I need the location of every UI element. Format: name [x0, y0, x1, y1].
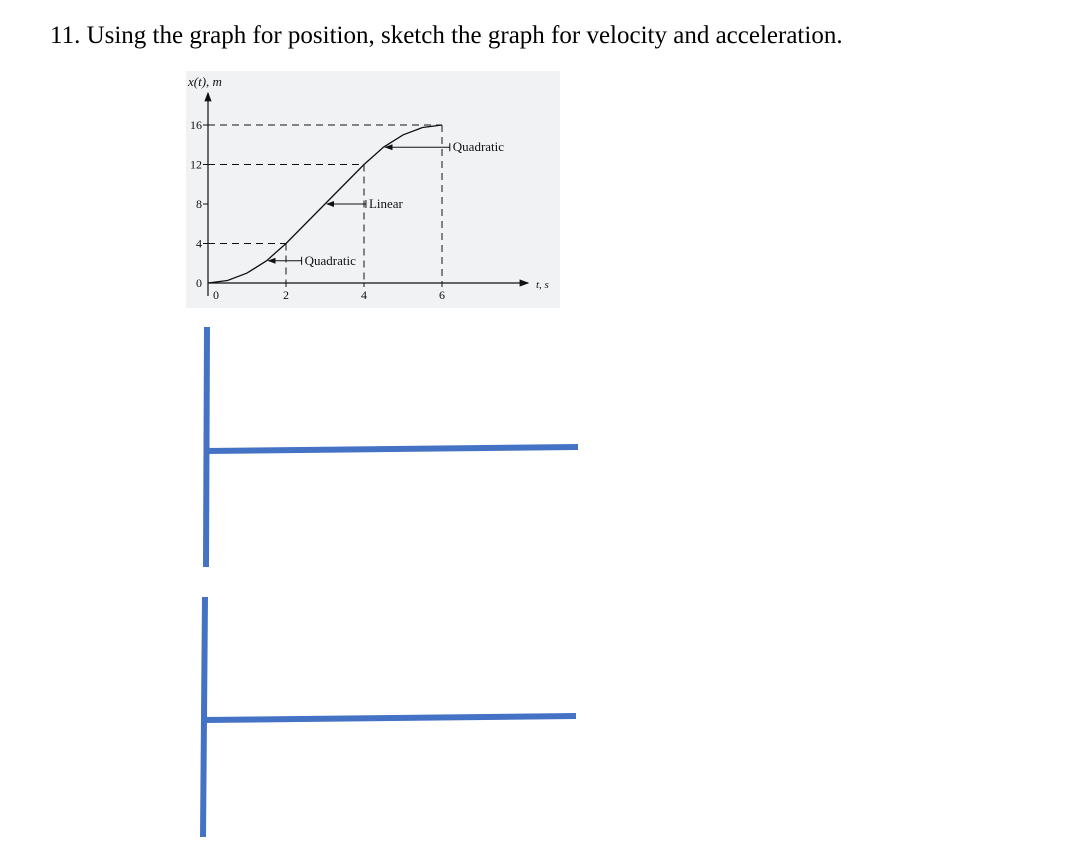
- acceleration-axis-horiz: [203, 716, 576, 720]
- question-text: 11. Using the graph for position, sketch the graph for velocity and acceleration.: [50, 22, 843, 49]
- annotation-label-2: Linear: [368, 196, 403, 211]
- y-tick-label-8: 8: [196, 197, 202, 211]
- y-tick-label-12: 12: [190, 157, 202, 172]
- annotation-label-3: Quadratic: [452, 139, 505, 155]
- annotation-label-1: Quadratic: [304, 252, 356, 268]
- y-tick-label-4: 4: [196, 236, 202, 251]
- velocity-axis-horiz: [205, 447, 578, 451]
- x-tick-label-4: 4: [361, 288, 367, 302]
- x-tick-label-2: 2: [283, 288, 289, 302]
- x-axis-label: t, s: [536, 279, 549, 291]
- y-axis-label: x(t), m: [188, 74, 222, 89]
- y-tick-label-0: 0: [196, 276, 202, 290]
- velocity-sketch-axes: [205, 327, 578, 567]
- acceleration-sketch-axes: [203, 597, 576, 837]
- x-tick-label-6: 6: [439, 288, 445, 302]
- x-tick-label-0: 0: [213, 288, 219, 302]
- velocity-axis-vert: [206, 327, 207, 567]
- y-tick-label-16: 16: [190, 118, 202, 132]
